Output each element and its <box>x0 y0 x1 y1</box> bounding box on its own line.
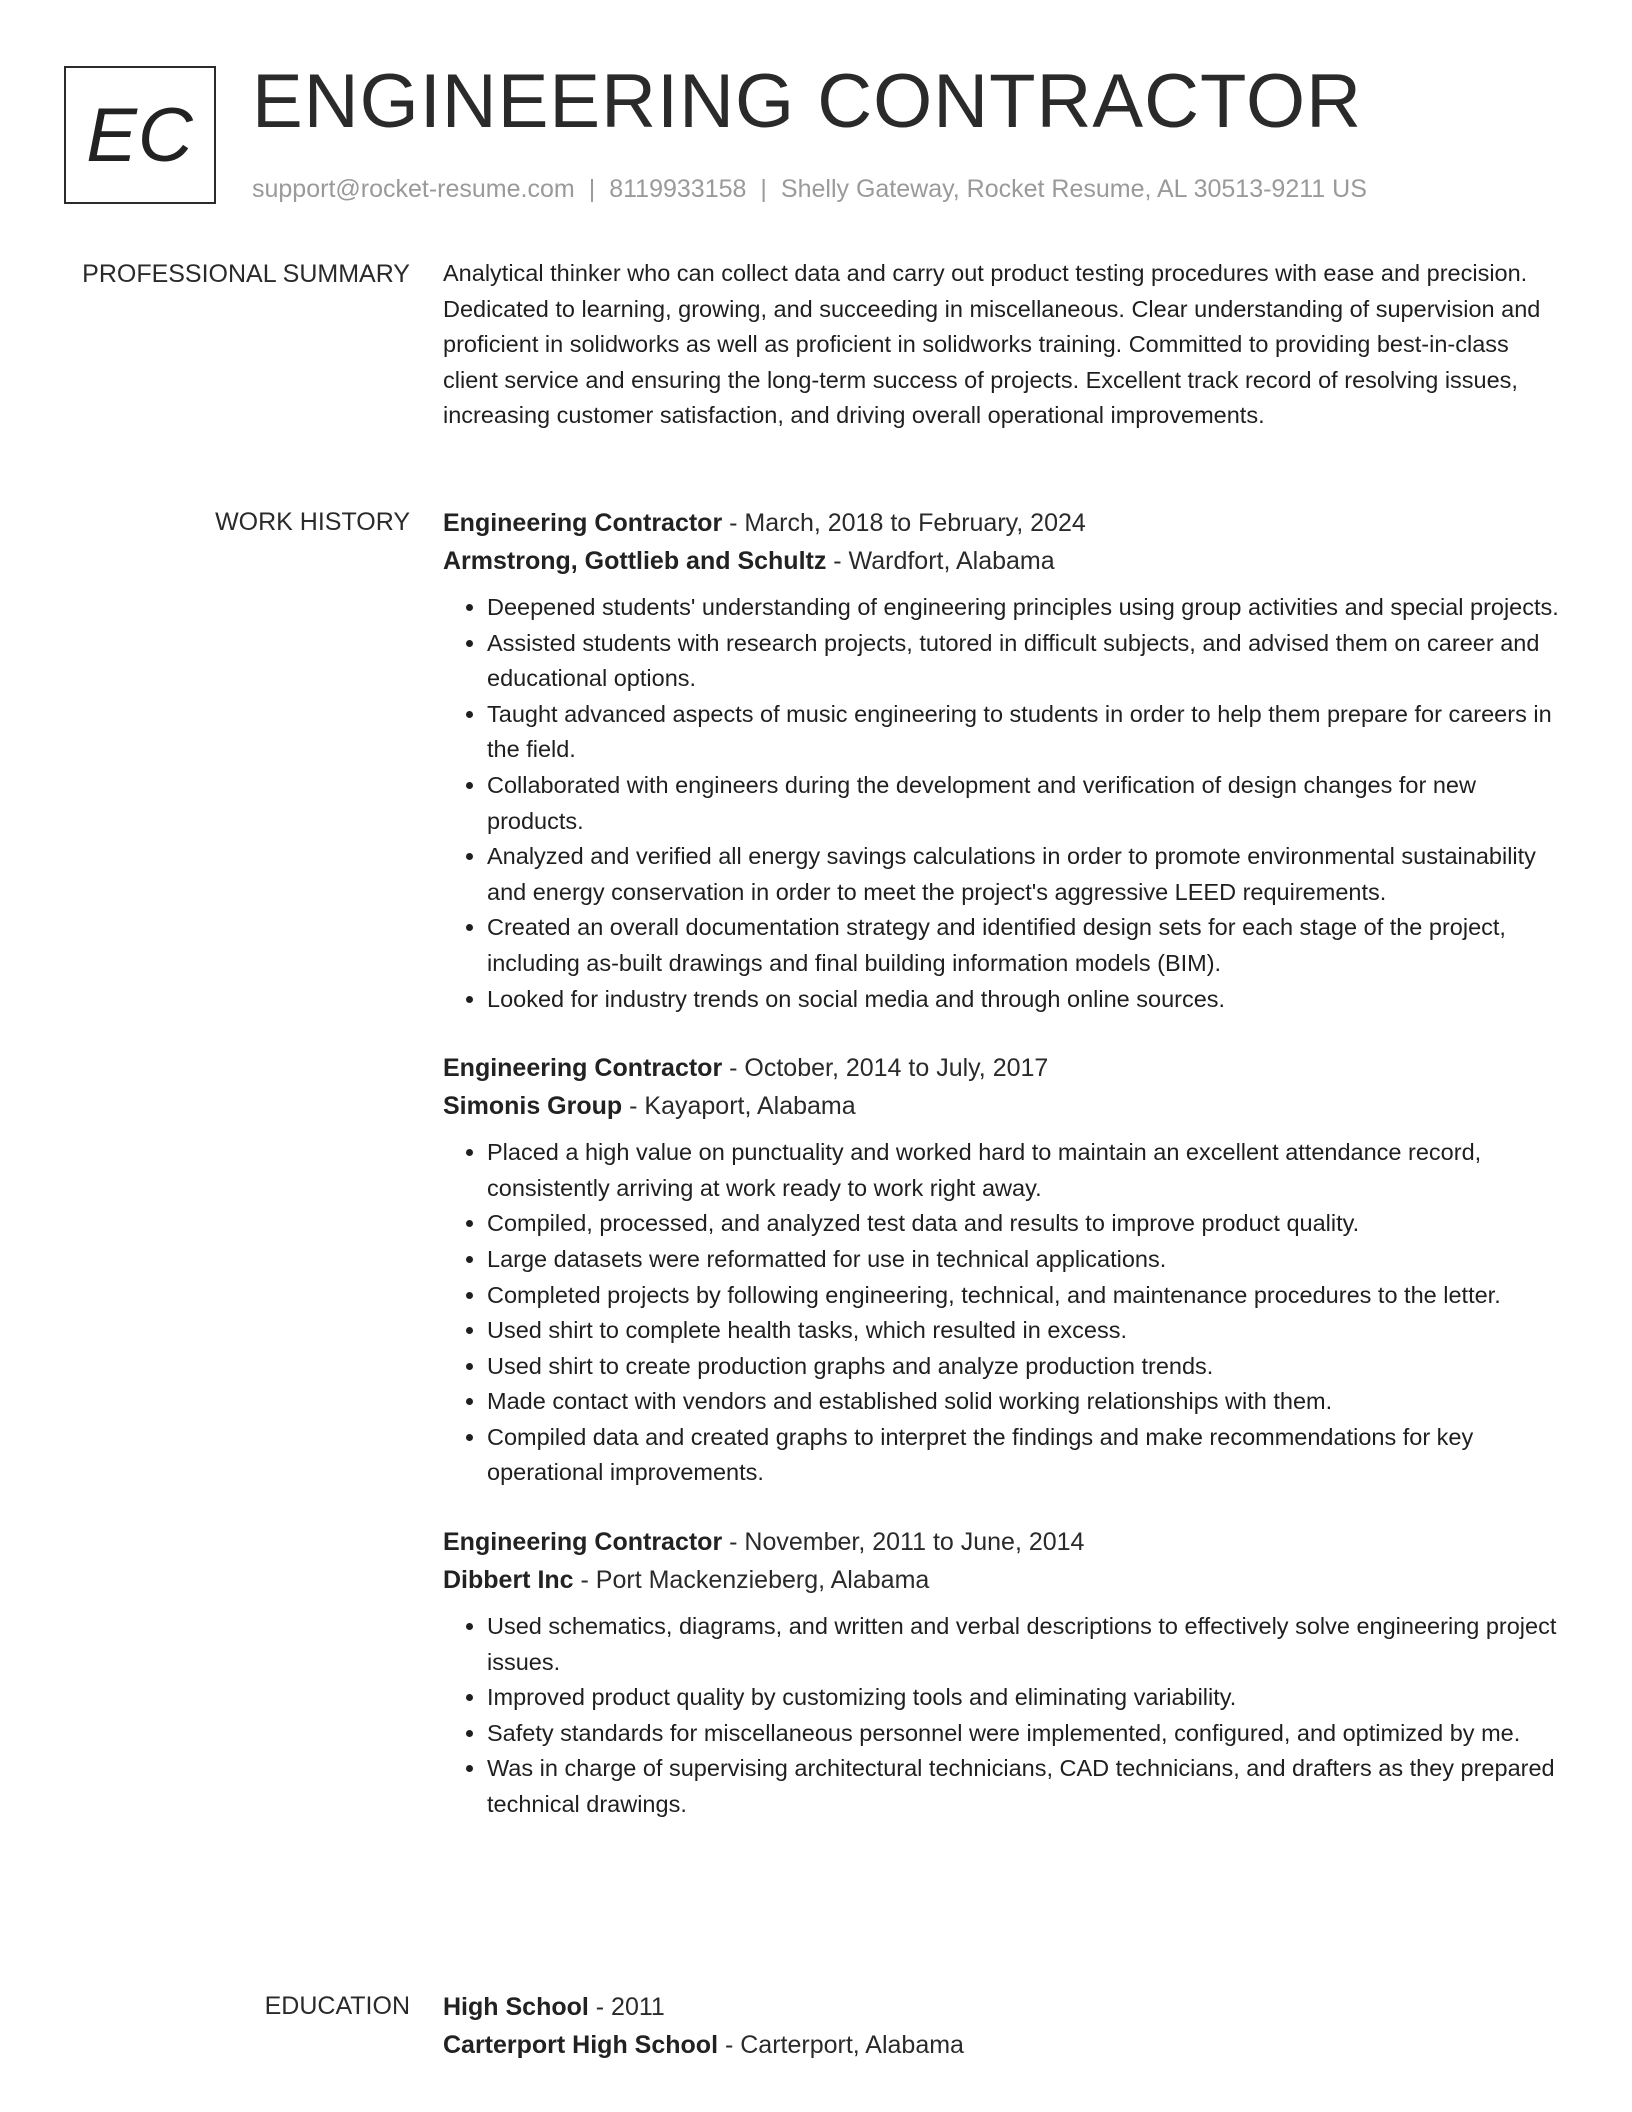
job-title: Engineering Contractor <box>443 1528 723 1557</box>
job-bullet: • Deepened students' understanding of engineering principles using group activities and special projects. <box>487 590 1563 626</box>
job-bullet: • Made contact with vendors and established solid working relationships with them. <box>487 1384 1563 1420</box>
job-bullet: • Safety standards for miscellaneous personnel were implemented, configured, and optimized by me. <box>487 1716 1563 1752</box>
job-bullet: • Was in charge of supervising architectural technicians, CAD technicians, and drafters as they prepared technical drawings. <box>487 1751 1563 1822</box>
job-company: Dibbert Inc <box>443 1566 574 1595</box>
section-label-work-history: WORK HISTORY <box>215 508 410 536</box>
section-label-education: EDUCATION <box>264 1992 410 2020</box>
job-bullet: • Collaborated with engineers during the development and verification of design changes for new products. <box>487 768 1563 839</box>
job-bullets <box>443 590 1563 1017</box>
job-bullet: • Improved product quality by customizing tools and eliminating variability. <box>487 1680 1563 1716</box>
job-dates: - March, 2018 to February, 2024 <box>722 509 1086 537</box>
education-location: - Carterport, Alabama <box>718 2031 964 2059</box>
job-entry <box>443 504 1563 1017</box>
monogram-logo: EC <box>64 66 216 204</box>
job-title: Engineering Contractor <box>443 509 723 537</box>
education-degree: High School <box>443 1993 589 2021</box>
job-bullet: • Used schematics, diagrams, and written and verbal descriptions to effectively solve engineering project issues. <box>487 1609 1563 1680</box>
job-bullet: • Used shirt to create production graphs and analyze production trends. <box>487 1349 1563 1385</box>
education-degree-line <box>443 1988 1563 2026</box>
job-location: - Port Mackenzieberg, Alabama <box>573 1566 930 1595</box>
job-title-line <box>443 504 1563 542</box>
contact-email: support@rocket-resume.com <box>252 175 575 203</box>
job-bullet: • Compiled data and created graphs to interpret the findings and make recommendations for key operational improvements. <box>487 1420 1563 1491</box>
summary-body <box>443 256 1563 434</box>
job-title: Engineering Contractor <box>443 1054 723 1083</box>
job-dates: - October, 2014 to July, 2017 <box>722 1054 1049 1083</box>
contact-separator: | <box>588 175 596 203</box>
job-company: Armstrong, Gottlieb and Schultz <box>443 547 827 575</box>
job-bullet: • Analyzed and verified all energy savings calculations in order to promote environmental sustainability and energy conservation in order to meet the project's aggressive LEED requirements. <box>487 839 1563 910</box>
contact-line <box>252 172 1367 206</box>
job-bullet: • Looked for industry trends on social media and through online sources. <box>487 982 1563 1018</box>
job-company-line <box>443 1087 1563 1125</box>
contact-separator: | <box>760 175 767 203</box>
summary-text: Analytical thinker who can collect data and carry out product testing procedures with ease and precision. Dedicated to learning, growing, and succeeding in miscellaneous. Clear understanding of supervision and proficient in solidworks as well as proficient in solidworks training. Committed to providing best-in-class client service and ensuring the long-term success of projects. Excellent track record of resolving issues, increasing customer satisfaction, and driving overall operational improvements. <box>443 260 1541 429</box>
job-entry <box>443 1523 1563 1823</box>
contact-phone: 8119933158 <box>609 175 747 203</box>
contact-address: Shelly Gateway, Rocket Resume, AL 30513-9211 US <box>780 175 1367 203</box>
job-dates: - November, 2011 to June, 2014 <box>722 1528 1085 1557</box>
candidate-name: ENGINEERING CONTRACTOR <box>252 59 1363 144</box>
job-bullet: • Assisted students with research projects, tutored in difficult subjects, and advised them on career and educational options. <box>487 626 1563 697</box>
job-bullet: • Taught advanced aspects of music engineering to students in order to help them prepare for careers in the field. <box>487 697 1563 768</box>
education-body <box>443 1988 1563 2064</box>
job-bullet: • Created an overall documentation strategy and identified design sets for each stage of the project, including as-built drawings and final building information models (BIM). <box>487 910 1563 981</box>
job-bullets <box>443 1135 1563 1491</box>
education-school: Carterport High School <box>443 2031 719 2059</box>
job-title-line <box>443 1523 1563 1561</box>
education-school-line <box>443 2026 1563 2064</box>
education-year: - 2011 <box>588 1993 665 2021</box>
job-company-line <box>443 542 1563 580</box>
job-bullet: • Completed projects by following engineering, technical, and maintenance procedures to the letter. <box>487 1278 1563 1314</box>
job-bullet: • Used shirt to complete health tasks, which resulted in excess. <box>487 1313 1563 1349</box>
job-bullet: • Placed a high value on punctuality and worked hard to maintain an excellent attendance record, consistently arriving at work ready to work right away. <box>487 1135 1563 1206</box>
job-bullet: • Compiled, processed, and analyzed test data and results to improve product quality. <box>487 1206 1563 1242</box>
job-bullet: • Large datasets were reformatted for use in technical applications. <box>487 1242 1563 1278</box>
job-title-line <box>443 1049 1563 1087</box>
work-history-body <box>443 504 1563 1855</box>
job-company-line <box>443 1561 1563 1599</box>
job-company: Simonis Group <box>443 1092 623 1121</box>
job-entry <box>443 1049 1563 1491</box>
job-location: - Wardfort, Alabama <box>826 547 1055 575</box>
job-location: - Kayaport, Alabama <box>622 1092 856 1121</box>
job-bullets <box>443 1609 1563 1823</box>
section-label-summary: PROFESSIONAL SUMMARY <box>82 260 410 288</box>
